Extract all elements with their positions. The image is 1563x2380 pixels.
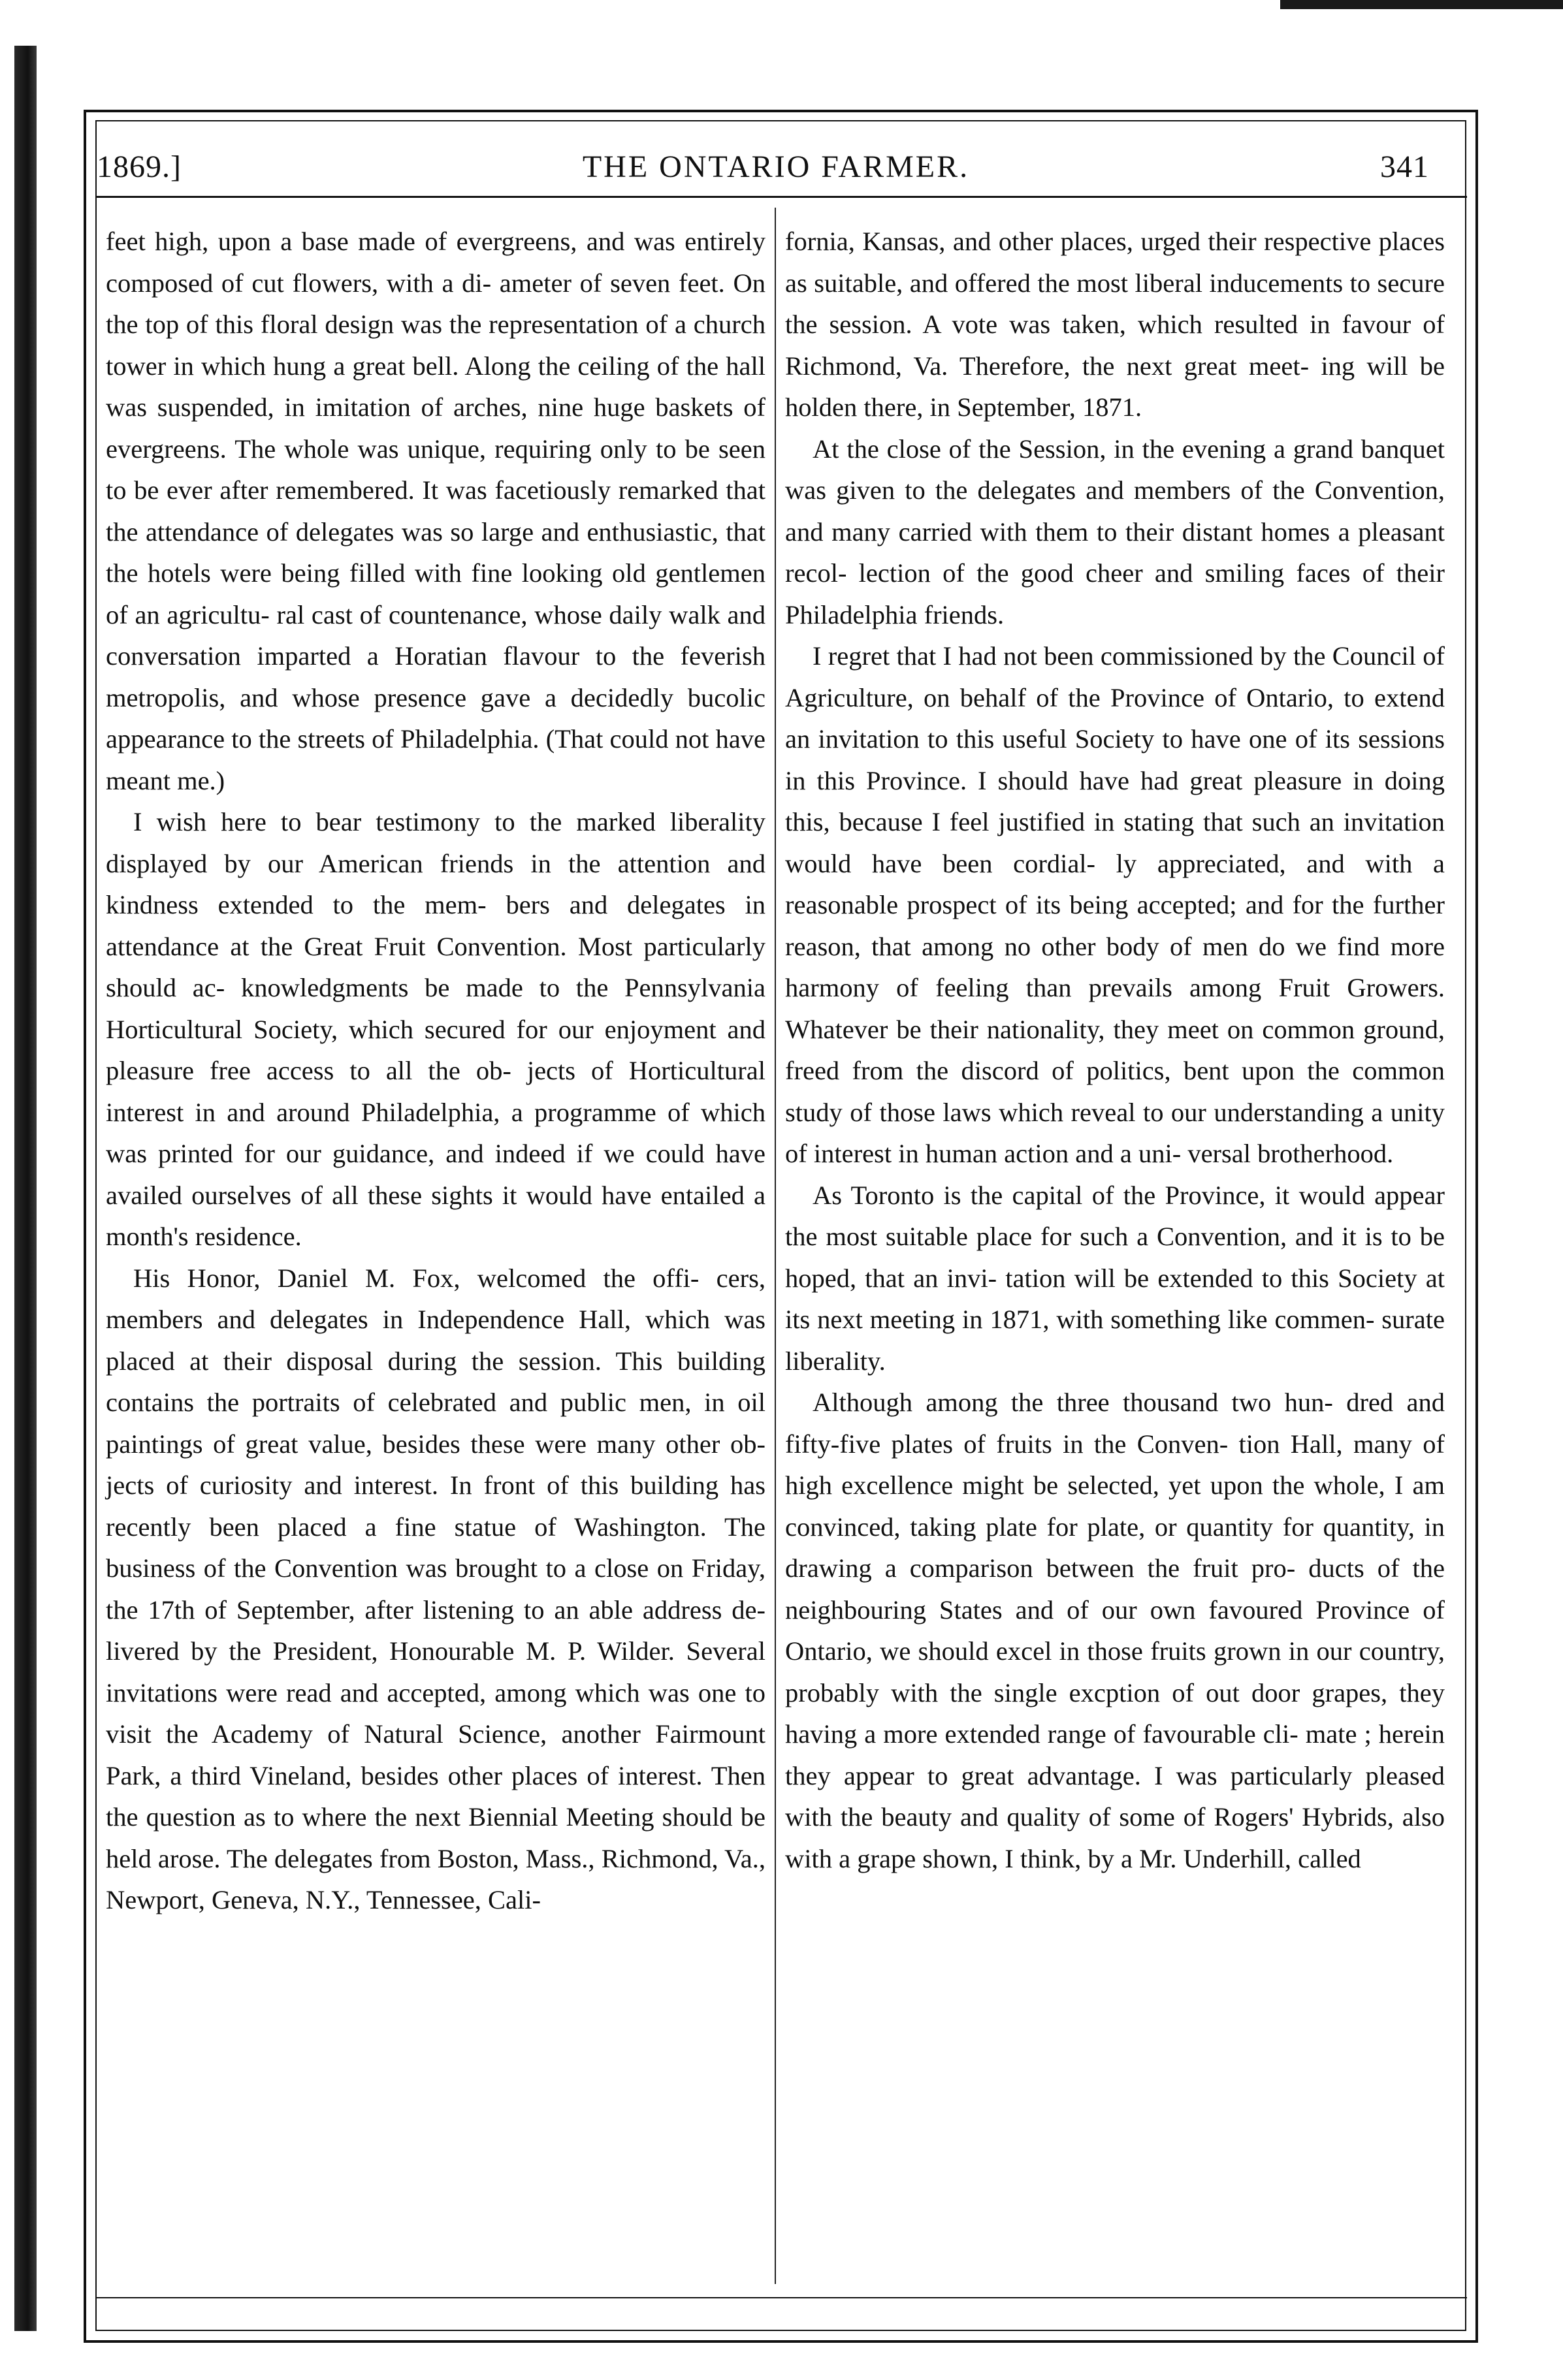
paragraph: At the close of the Session, in the evening a grand banquet was given to the delegates and members of the Convention, and many carried with them to their distant homes a pleasant recol- lection of the good cheer and smiling faces of their Philadelphia friends. [785, 434, 1445, 629]
paragraph: feet high, upon a base made of evergreens, and was entirely composed of cut flowers, with a di- ameter of seven feet. On the top of this floral design was the representation of a church tower in which hung a great bell. Along the ceiling of the hall was suspended, in imitation of arches, nine huge baskets of evergreens. The whole was unique, requiring only to be seen to be ever after remembered. It was facetiously remarked that the attendance of delegates was so large and enthusiastic, that the hotels were being filled with fine looking old gentlemen of an agricultu- ral cast of countenance, whose daily walk and conversation imparted a Horatian flavour to the feverish metropolis, and whose presence gave a decidedly bucolic appearance to the streets of Philadelphia. (That could not have meant me.) [106, 227, 765, 795]
paragraph: His Honor, Daniel M. Fox, welcomed the offi- cers, members and delegates in Independence Hall, which was placed at their disposal during the session. This building contains the portraits of celebrated and public men, in oil paintings of great value, besides these were many other ob- jects of curiosity and interest. In front of this building has recently been placed a fine statue of Washington. The business of the Convention was brought to a close on Friday, the 17th of September, after listening to an able address de- livered by the President, Honourable M. P. Wilder. Several invitations were read and accepted, among which was one to visit the Academy of Natural Science, another Fairmount Park, a third Vineland, besides other places of interest. Then the question as to where the next Biennial Meeting should be held arose. The delegates from Boston, Mass., Richmond, Va., Newport, Geneva, N.Y., Tennessee, Cali- [106, 1263, 765, 1914]
scan-edge-top [1280, 0, 1563, 9]
paragraph: fornia, Kansas, and other places, urged their respective places as suitable, and offered the most liberal inducements to secure the session. A vote was taken, which resulted in favour of Richmond, Va. Therefore, the next great meet- ing will be holden there, in September, 1871. [785, 227, 1445, 422]
header-rule [97, 196, 1467, 198]
left-column [106, 221, 765, 1921]
running-head [97, 149, 1455, 195]
binding-shadow [14, 46, 37, 2331]
footer-rule [97, 2297, 1467, 2298]
page-number: 341 [1380, 150, 1429, 184]
paragraph: I regret that I had not been commissioned by the Council of Agriculture, on behalf of the Province of Ontario, to extend an invitation to this useful Society to have one of its sessions in this Province. I should have had great pleasure in doing this, because I feel justified in stating that such an invitation would have been cordial- ly appreciated, and with a reasonable prospect of its being accepted; and for the further reason, that among no other body of men do we find more harmony of feeling than prevails among Fruit Growers. Whatever be their nationality, they meet on common ground, freed from the discord of politics, bent upon the common study of those laws which reveal to our understanding a unity of interest in human action and a uni- versal brotherhood. [785, 641, 1445, 1168]
paragraph: As Toronto is the capital of the Province, it would appear the most suitable place for such a Convention, and it is to be hoped, that an invi- tation will be extended to this Society at its next meeting in 1871, with something like commen- surate liberality. [785, 1180, 1445, 1376]
paragraph: Although among the three thousand two hun- dred and fifty-five plates of fruits in the Conven- tion Hall, many of high excellence might be selected, yet upon the whole, I am convinced, taking plate for plate, or quantity for quantity, in drawing a comparison between the fruit pro- ducts of the neighbouring States and of our own favoured Province of Ontario, we should excel in those fruits grown in our country, probably with the single excption of out door grapes, they having a more extended range of favourable cli- mate ; herein they appear to great advantage. I was particularly pleased with the beauty and quality of some of Rogers' Hybrids, also with a grape shown, I think, by a Mr. Underhill, called [785, 1388, 1445, 1873]
running-head-year: 1869.] [97, 150, 182, 184]
column-divider [775, 208, 776, 2284]
right-column [785, 221, 1445, 1879]
running-head-title: THE ONTARIO FARMER. [582, 150, 970, 184]
paragraph: I wish here to bear testimony to the marked liberality displayed by our American friends in the attention and kindness extended to the mem- bers and delegates in attendance at the Great Fruit Convention. Most particularly should ac- knowledgments be made to the Pennsylvania Horticultural Society, which secured for our enjoyment and pleasure free access to all the ob- jects of Horticultural interest in and around Philadelphia, a programme of which was printed for our guidance, and indeed if we could have availed ourselves of all these sights it would have entailed a month's residence. [106, 807, 765, 1251]
